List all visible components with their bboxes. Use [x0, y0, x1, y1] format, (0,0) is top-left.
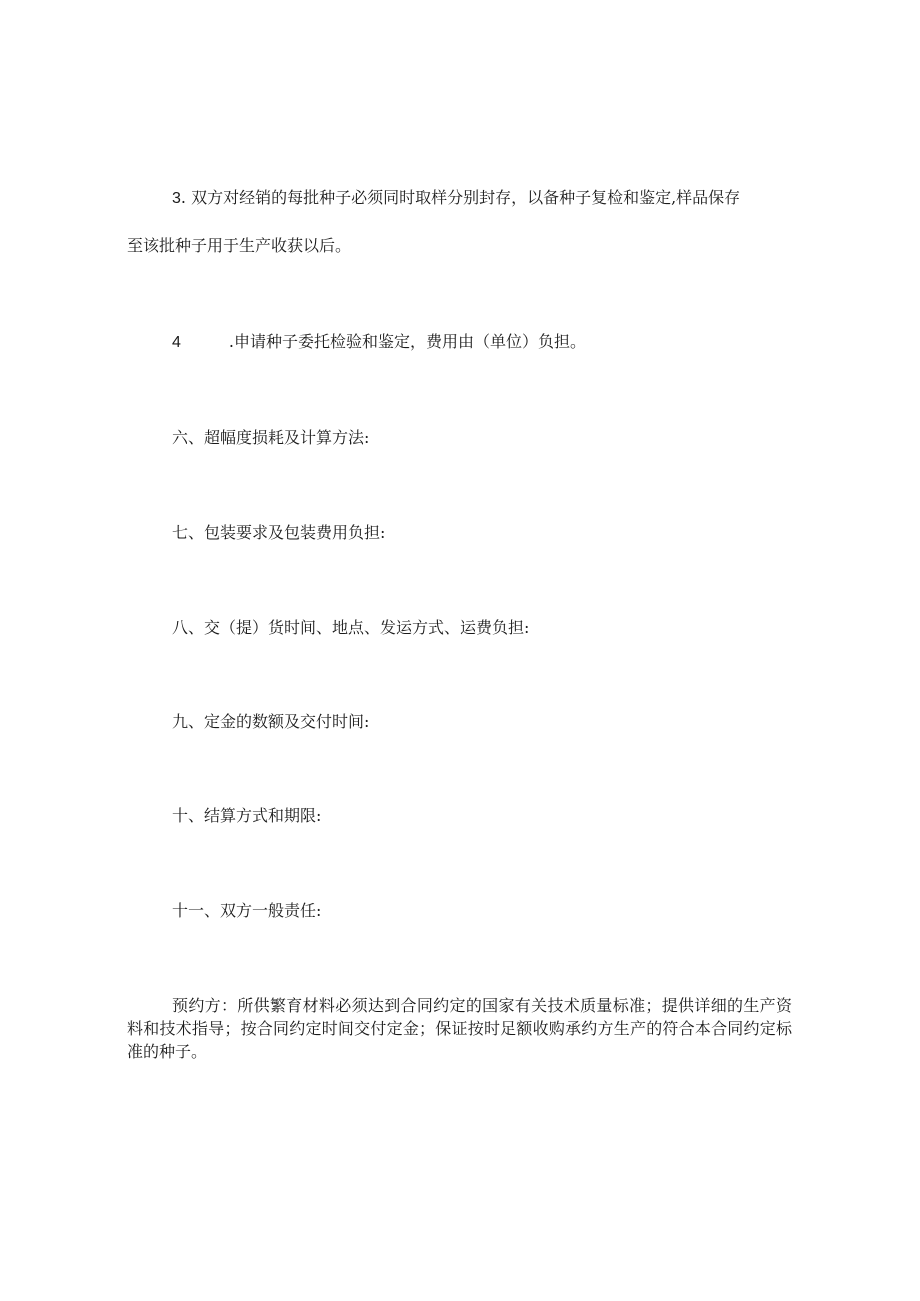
clause-4: [172, 332, 586, 353]
buyer-responsibility-paragraph: 预约方：所供繁育材料必须达到合同约定的国家有关技术质量标准；提供详细的生产资料和技术指导；按合同约定时间交付定金；保证按时足额收购承约方生产的符合本合同约定标准的种子。: [127, 996, 792, 1061]
clause-3-number: 3: [172, 190, 181, 207]
clause-3-line-1: [172, 188, 740, 209]
section-6-heading: 六、超幅度损耗及计算方法:: [172, 428, 370, 447]
clause-3-text: . 双方对经销的每批种子必须同时取样分别封存，以备种子复检和鉴定,样品保存: [180, 188, 741, 207]
section-10-heading: 十、结算方式和期限:: [172, 806, 322, 825]
section-9-heading: 九、定金的数额及交付时间:: [172, 712, 370, 731]
section-8-heading: 八、交（提）货时间、地点、发运方式、运费负担:: [172, 618, 530, 637]
clause-4-number: 4: [172, 334, 181, 351]
clause-4-text: .申请种子委托检验和鉴定，费用由（单位）负担。: [228, 332, 586, 351]
clause-3-line-2: 至该批种子用于生产收获以后。: [127, 236, 352, 255]
section-7-heading: 七、包装要求及包装费用负担:: [172, 523, 386, 542]
section-11-heading: 十一、双方一般责任:: [172, 901, 322, 920]
